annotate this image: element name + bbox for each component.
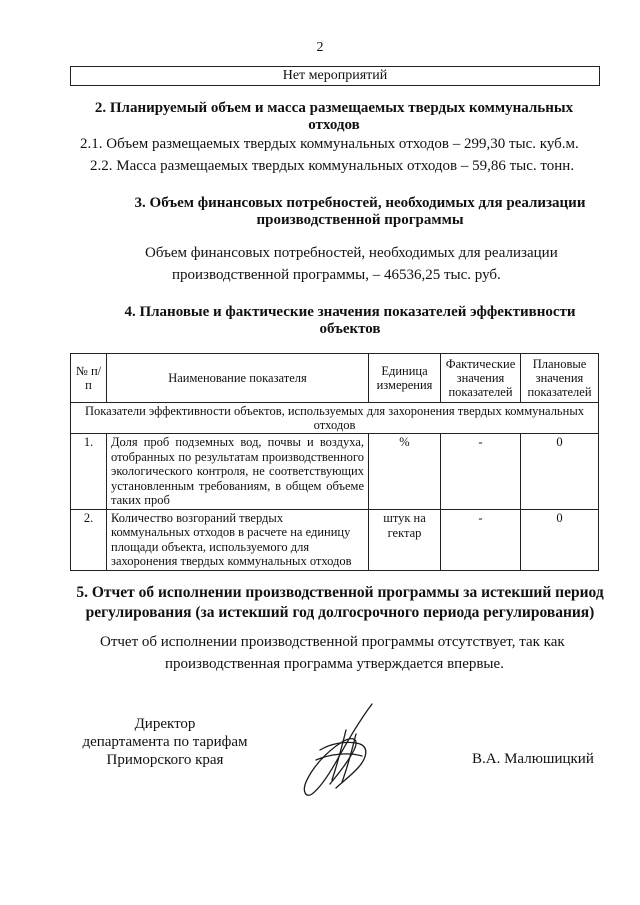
section3-text-line1: Объем финансовых потребностей, необходимых для реализации	[145, 245, 558, 261]
table-row: 2. Количество возгораний твердых коммунальных отходов в расчете на единицу площади объекта, используемого для захоронения твердых коммунальных отходов штук на гектар - 0	[71, 509, 599, 570]
section2-item2: 2.2. Масса размещаемых твердых коммунальных отходов – 59,86 тыс. тонн.	[90, 158, 575, 174]
table-header-row	[71, 354, 599, 403]
page-number: 2	[316, 40, 324, 55]
signatory-name: В.А. Малюшицкий	[472, 751, 594, 767]
section2-item1: 2.1. Объем размещаемых твердых коммунальных отходов – 299,30 тыс. куб.м.	[80, 136, 579, 152]
header-num: № п/п	[71, 354, 107, 403]
section3-title: 3. Объем финансовых потребностей, необходимых для реализации производственной программы	[134, 195, 586, 228]
section5-text-line2: производственная программа утверждается впервые.	[165, 656, 504, 672]
indicators-table	[70, 353, 599, 571]
section3-text-line2: производственной программы, – 46536,25 тыс. руб.	[172, 267, 501, 283]
header-unit: Единица измерения	[369, 354, 441, 403]
handwritten-signature	[290, 700, 390, 800]
section4-title: 4. Плановые и фактические значения показателей эффективности объектов	[124, 304, 576, 337]
signatory-position: Директор департамента по тарифам Приморского края	[82, 716, 248, 768]
table-row: 1. Доля проб подземных вод, почвы и воздуха, отобранных по результатам производственного экологического контроля, не соответствующих установленным требованиям, в общем объеме таких проб % - 0	[71, 434, 599, 510]
header-actual: Фактические значения показателей	[441, 354, 521, 403]
section5-title: 5. Отчет об исполнении производственной программы за истекший период регулирования (за истекший год долгосрочного периода регулирования)	[76, 584, 604, 621]
no-events-box	[70, 66, 600, 86]
no-events-text: Нет мероприятий	[282, 68, 388, 83]
header-planned: Плановые значения показателей	[521, 354, 599, 403]
table-section-row: Показатели эффективности объектов, используемых для захоронения твердых коммунальных отходов	[71, 403, 599, 434]
header-name: Наименование показателя	[107, 354, 369, 403]
section2-title: 2. Планируемый объем и масса размещаемых твердых коммунальных отходов	[94, 100, 574, 133]
section5-text-line1: Отчет об исполнении производственной программы отсутствует, так как	[100, 634, 565, 650]
